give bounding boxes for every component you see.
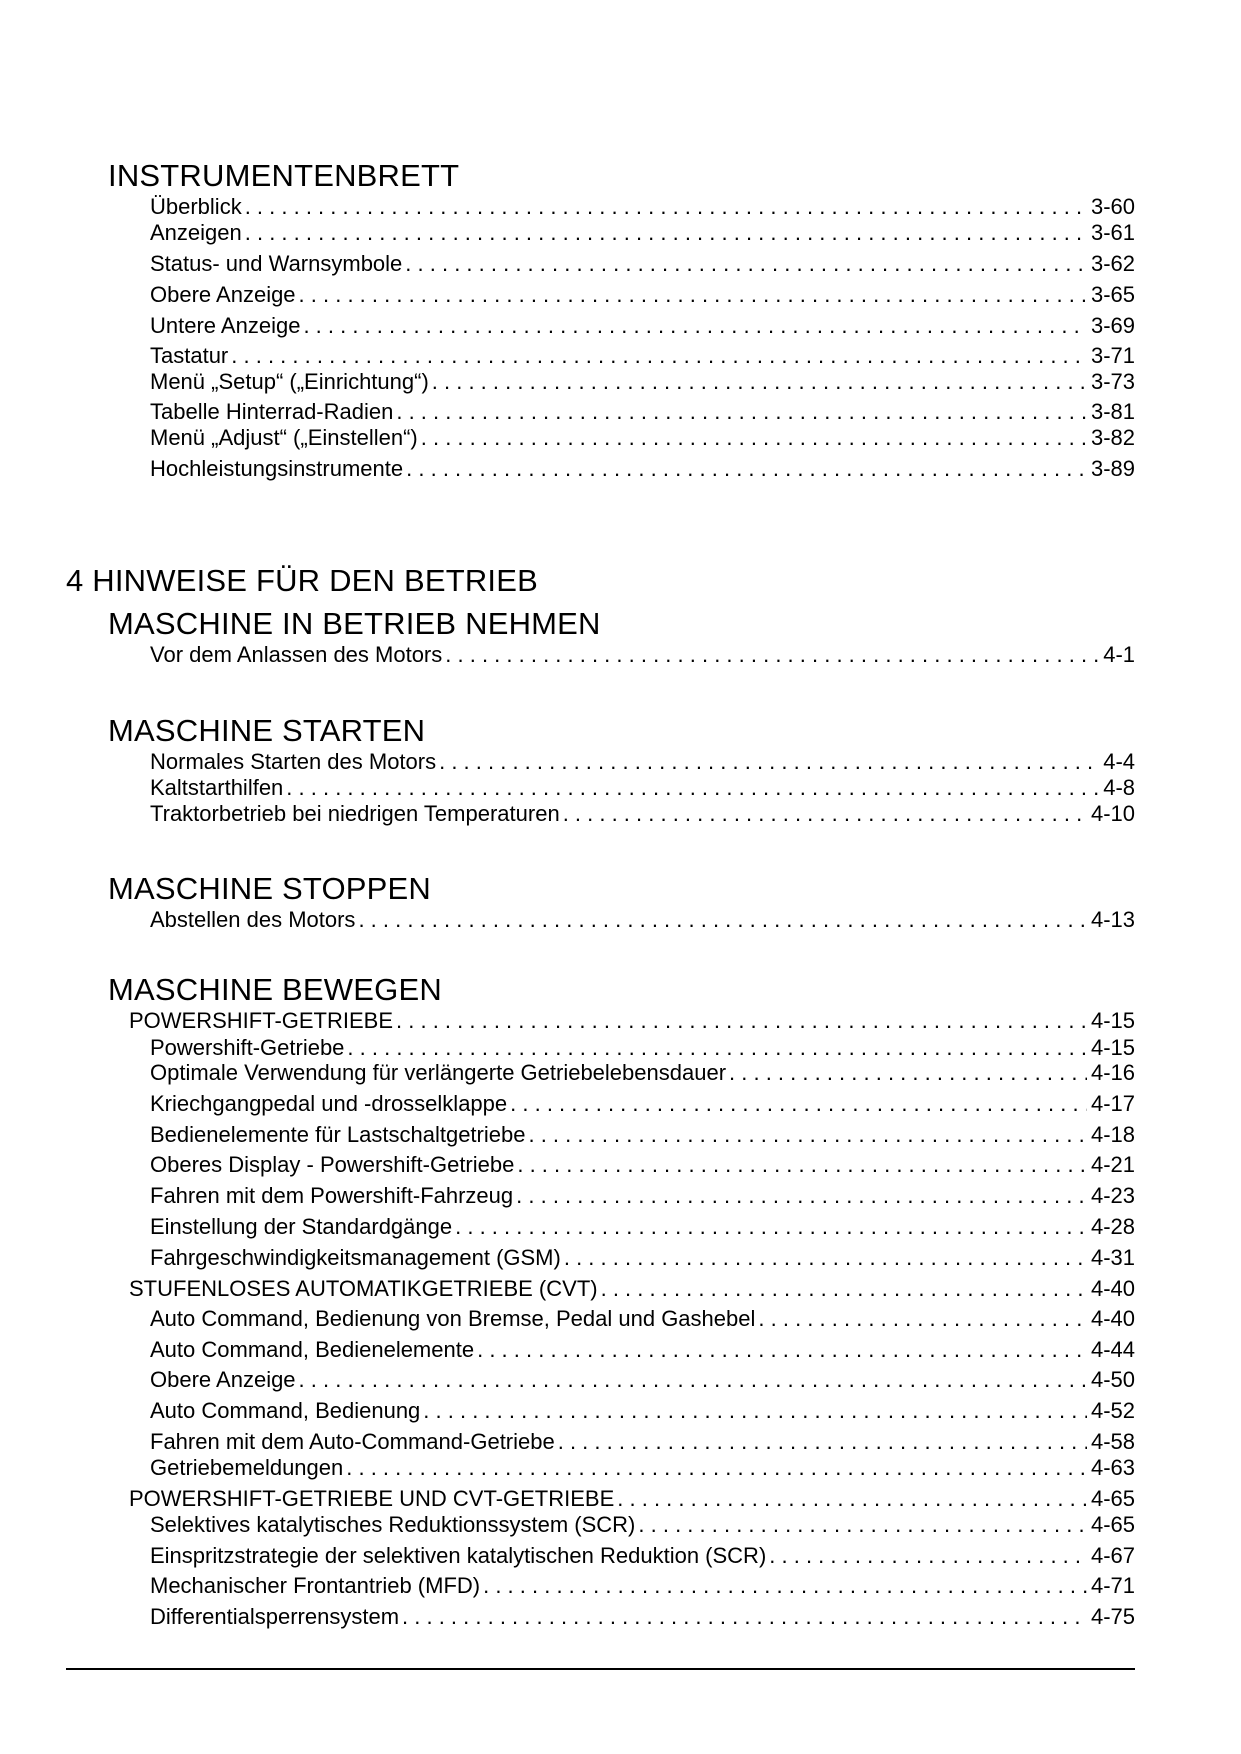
toc-entry-label: Tastatur <box>150 343 229 368</box>
dot-leader <box>516 1183 1087 1209</box>
toc-entry[interactable] <box>150 194 1135 220</box>
section-title: MASCHINE STOPPEN <box>108 871 432 906</box>
toc-entry[interactable] <box>150 343 1135 369</box>
toc-entry-page: 4-58 <box>1090 1429 1135 1454</box>
toc-entry-page: 3-60 <box>1090 194 1135 219</box>
toc-entry-page: 4-18 <box>1090 1122 1135 1147</box>
toc-entry-label: Einspritzstrategie der selektiven katalytischen Reduktion (SCR) <box>150 1543 767 1568</box>
toc-entry-label: Auto Command, Bedienung <box>150 1398 421 1423</box>
toc-entry-page: 3-89 <box>1090 456 1135 481</box>
toc-entry-page: 4-23 <box>1090 1183 1135 1208</box>
toc-entry[interactable] <box>150 1152 1135 1178</box>
dot-leader <box>558 1429 1087 1455</box>
toc-entry-label: Kriechgangpedal und -drosselklappe <box>150 1091 508 1116</box>
toc-entry[interactable] <box>150 1214 1135 1240</box>
toc-entry-page: 4-8 <box>1103 775 1135 800</box>
toc-group-label: STUFENLOSES AUTOMATIKGETRIEBE (CVT) <box>129 1276 598 1301</box>
dot-leader <box>439 749 1099 775</box>
toc-entry-label: Optimale Verwendung für verlängerte Getriebelebensdauer <box>150 1060 727 1085</box>
toc-entry-label: Obere Anzeige <box>150 282 296 307</box>
toc-entry-label: Abstellen des Motors <box>150 907 356 932</box>
toc-entry-page: 4-1 <box>1103 642 1135 667</box>
toc-entry-page: 4-40 <box>1090 1276 1135 1301</box>
dot-leader <box>423 1398 1087 1424</box>
toc-entry[interactable] <box>150 1245 1135 1271</box>
toc-entry-label: Traktorbetrieb bei niedrigen Temperaturen <box>150 801 560 826</box>
toc-entry-label: Menü „Setup“ („Einrichtung“) <box>150 369 429 394</box>
toc-entry-page: 4-44 <box>1090 1337 1135 1362</box>
dot-leader <box>483 1573 1087 1599</box>
toc-entry-label: Anzeigen <box>150 220 242 245</box>
toc-entry-label: Getriebemeldungen <box>150 1455 344 1480</box>
dot-leader <box>245 220 1087 246</box>
toc-group-label: POWERSHIFT-GETRIEBE <box>129 1008 394 1033</box>
dot-leader <box>402 1604 1087 1630</box>
dot-leader <box>358 907 1087 933</box>
toc-entry[interactable] <box>150 369 1135 395</box>
dot-leader <box>563 801 1087 827</box>
toc-entry-page: 4-28 <box>1090 1214 1135 1239</box>
toc-entry[interactable] <box>150 251 1135 277</box>
toc-entry[interactable] <box>150 1091 1135 1117</box>
dot-leader <box>564 1245 1087 1271</box>
toc-entry[interactable] <box>150 1060 1135 1086</box>
toc-group[interactable] <box>129 1276 1135 1302</box>
dot-leader <box>405 251 1087 277</box>
toc-entry-page: 4-15 <box>1090 1008 1135 1033</box>
toc-entry-page: 3-65 <box>1090 282 1135 307</box>
toc-entry[interactable] <box>150 1306 1135 1332</box>
toc-entry-page: 4-4 <box>1103 749 1135 774</box>
dot-leader <box>638 1512 1087 1538</box>
section-title: INSTRUMENTENBRETT <box>108 158 460 193</box>
toc-entry-label: Status- und Warnsymbole <box>150 251 403 276</box>
toc-entry-label: Hochleistungsinstrumente <box>150 456 404 481</box>
toc-entry-page: 4-13 <box>1090 907 1135 932</box>
dot-leader <box>245 194 1087 220</box>
toc-entry[interactable] <box>150 399 1135 425</box>
toc-entry-page: 4-71 <box>1090 1573 1135 1598</box>
toc-entry-label: Überblick <box>150 194 242 219</box>
toc-entry-label: Fahren mit dem Auto-Command-Getriebe <box>150 1429 555 1454</box>
toc-entry[interactable] <box>150 907 1135 933</box>
toc-entry[interactable] <box>150 775 1135 801</box>
toc-entry[interactable] <box>150 456 1135 482</box>
toc-entry-label: Mechanischer Frontantrieb (MFD) <box>150 1573 481 1598</box>
toc-entry[interactable] <box>150 1183 1135 1209</box>
toc-entry-label: Einstellung der Standardgänge <box>150 1214 453 1239</box>
toc-entry[interactable] <box>150 313 1135 339</box>
toc-entry-page: 3-69 <box>1090 313 1135 338</box>
section-title: MASCHINE STARTEN <box>108 713 426 748</box>
toc-entry[interactable] <box>150 282 1135 308</box>
toc-entry-label: Kaltstarthilfen <box>150 775 284 800</box>
dot-leader <box>286 775 1099 801</box>
toc-entry[interactable] <box>150 749 1135 775</box>
dot-leader <box>769 1543 1087 1569</box>
dot-leader <box>477 1337 1087 1363</box>
dot-leader <box>303 313 1087 339</box>
toc-entry-page: 4-65 <box>1090 1486 1135 1511</box>
dot-leader <box>396 1008 1087 1034</box>
toc-entry-page: 4-65 <box>1090 1512 1135 1537</box>
toc-entry[interactable] <box>150 1455 1135 1481</box>
toc-entry[interactable] <box>150 1122 1135 1148</box>
toc-entry-label: Vor dem Anlassen des Motors <box>150 642 443 667</box>
chapter-title: 4 HINWEISE FÜR DEN BETRIEB <box>66 563 538 598</box>
toc-group-label: POWERSHIFT-GETRIEBE UND CVT-GETRIEBE <box>129 1486 615 1511</box>
dot-leader <box>299 1367 1087 1393</box>
toc-entry-page: 4-21 <box>1090 1152 1135 1177</box>
toc-entry[interactable] <box>150 220 1135 246</box>
toc-entry-page: 4-10 <box>1090 801 1135 826</box>
dot-leader <box>346 1455 1087 1481</box>
toc-entry-page: 3-71 <box>1090 343 1135 368</box>
toc-entry[interactable] <box>150 1429 1135 1455</box>
toc-entry-label: Powershift-Getriebe <box>150 1035 345 1060</box>
dot-leader <box>445 642 1099 668</box>
toc-entry-label: Menü „Adjust“ („Einstellen“) <box>150 425 418 450</box>
toc-entry[interactable] <box>150 1035 1135 1061</box>
toc-entry-page: 4-15 <box>1090 1035 1135 1060</box>
toc-entry-label: Obere Anzeige <box>150 1367 296 1392</box>
toc-entry[interactable] <box>150 1337 1135 1363</box>
toc-entry[interactable] <box>150 1367 1135 1393</box>
toc-entry[interactable] <box>150 642 1135 668</box>
toc-group[interactable] <box>129 1008 1135 1034</box>
toc-entry-page: 4-31 <box>1090 1245 1135 1270</box>
dot-leader <box>347 1035 1087 1061</box>
toc-entry-label: Fahren mit dem Powershift-Fahrzeug <box>150 1183 514 1208</box>
dot-leader <box>421 425 1087 451</box>
dot-leader <box>510 1091 1087 1117</box>
dot-leader <box>528 1122 1086 1148</box>
section-title: MASCHINE IN BETRIEB NEHMEN <box>108 606 601 641</box>
toc-entry-label: Untere Anzeige <box>150 313 301 338</box>
dot-leader <box>455 1214 1087 1240</box>
toc-entry-page: 4-16 <box>1090 1060 1135 1085</box>
dot-leader <box>729 1060 1087 1086</box>
toc-entry-page: 4-17 <box>1090 1091 1135 1116</box>
toc-entry-page: 3-81 <box>1090 399 1135 424</box>
toc-entry-page: 3-61 <box>1090 220 1135 245</box>
toc-group[interactable] <box>129 1486 1135 1512</box>
toc-entry-label: Bedienelemente für Lastschaltgetriebe <box>150 1122 526 1147</box>
toc-entry[interactable] <box>150 1573 1135 1599</box>
toc-entry[interactable] <box>150 1604 1135 1630</box>
toc-entry-page: 4-40 <box>1090 1306 1135 1331</box>
dot-leader <box>601 1276 1087 1302</box>
toc-entry-label: Normales Starten des Motors <box>150 749 437 774</box>
toc-entry-label: Tabelle Hinterrad-Radien <box>150 399 394 424</box>
dot-leader <box>432 369 1087 395</box>
toc-entry-page: 3-62 <box>1090 251 1135 276</box>
toc-entry[interactable] <box>150 425 1135 451</box>
footer-rule <box>66 1668 1135 1670</box>
toc-entry-page: 4-75 <box>1090 1604 1135 1629</box>
toc-entry-page: 4-63 <box>1090 1455 1135 1480</box>
dot-leader <box>758 1306 1087 1332</box>
toc-entry[interactable] <box>150 1543 1135 1569</box>
dot-leader <box>396 399 1087 425</box>
toc-entry-label: Auto Command, Bedienung von Bremse, Pedal und Gashebel <box>150 1306 756 1331</box>
toc-entry-label: Oberes Display - Powershift-Getriebe <box>150 1152 515 1177</box>
toc-entry-label: Auto Command, Bedienelemente <box>150 1337 475 1362</box>
toc-entry-label: Fahrgeschwindigkeitsmanagement (GSM) <box>150 1245 561 1270</box>
toc-entry-label: Differentialsperrensystem <box>150 1604 400 1629</box>
dot-leader <box>617 1486 1087 1512</box>
toc-entry-page: 3-82 <box>1090 425 1135 450</box>
dot-leader <box>517 1152 1087 1178</box>
toc-entry-label: Selektives katalytisches Reduktionssystem (SCR) <box>150 1512 636 1537</box>
dot-leader <box>231 343 1087 369</box>
toc-entry-page: 4-52 <box>1090 1398 1135 1423</box>
toc-entry-page: 4-50 <box>1090 1367 1135 1392</box>
dot-leader <box>406 456 1087 482</box>
toc-entry[interactable] <box>150 1398 1135 1424</box>
section-title: MASCHINE BEWEGEN <box>108 972 442 1007</box>
toc-entry[interactable] <box>150 801 1135 827</box>
dot-leader <box>299 282 1087 308</box>
toc-entry-page: 4-67 <box>1090 1543 1135 1568</box>
toc-entry[interactable] <box>150 1512 1135 1538</box>
toc-entry-page: 3-73 <box>1090 369 1135 394</box>
